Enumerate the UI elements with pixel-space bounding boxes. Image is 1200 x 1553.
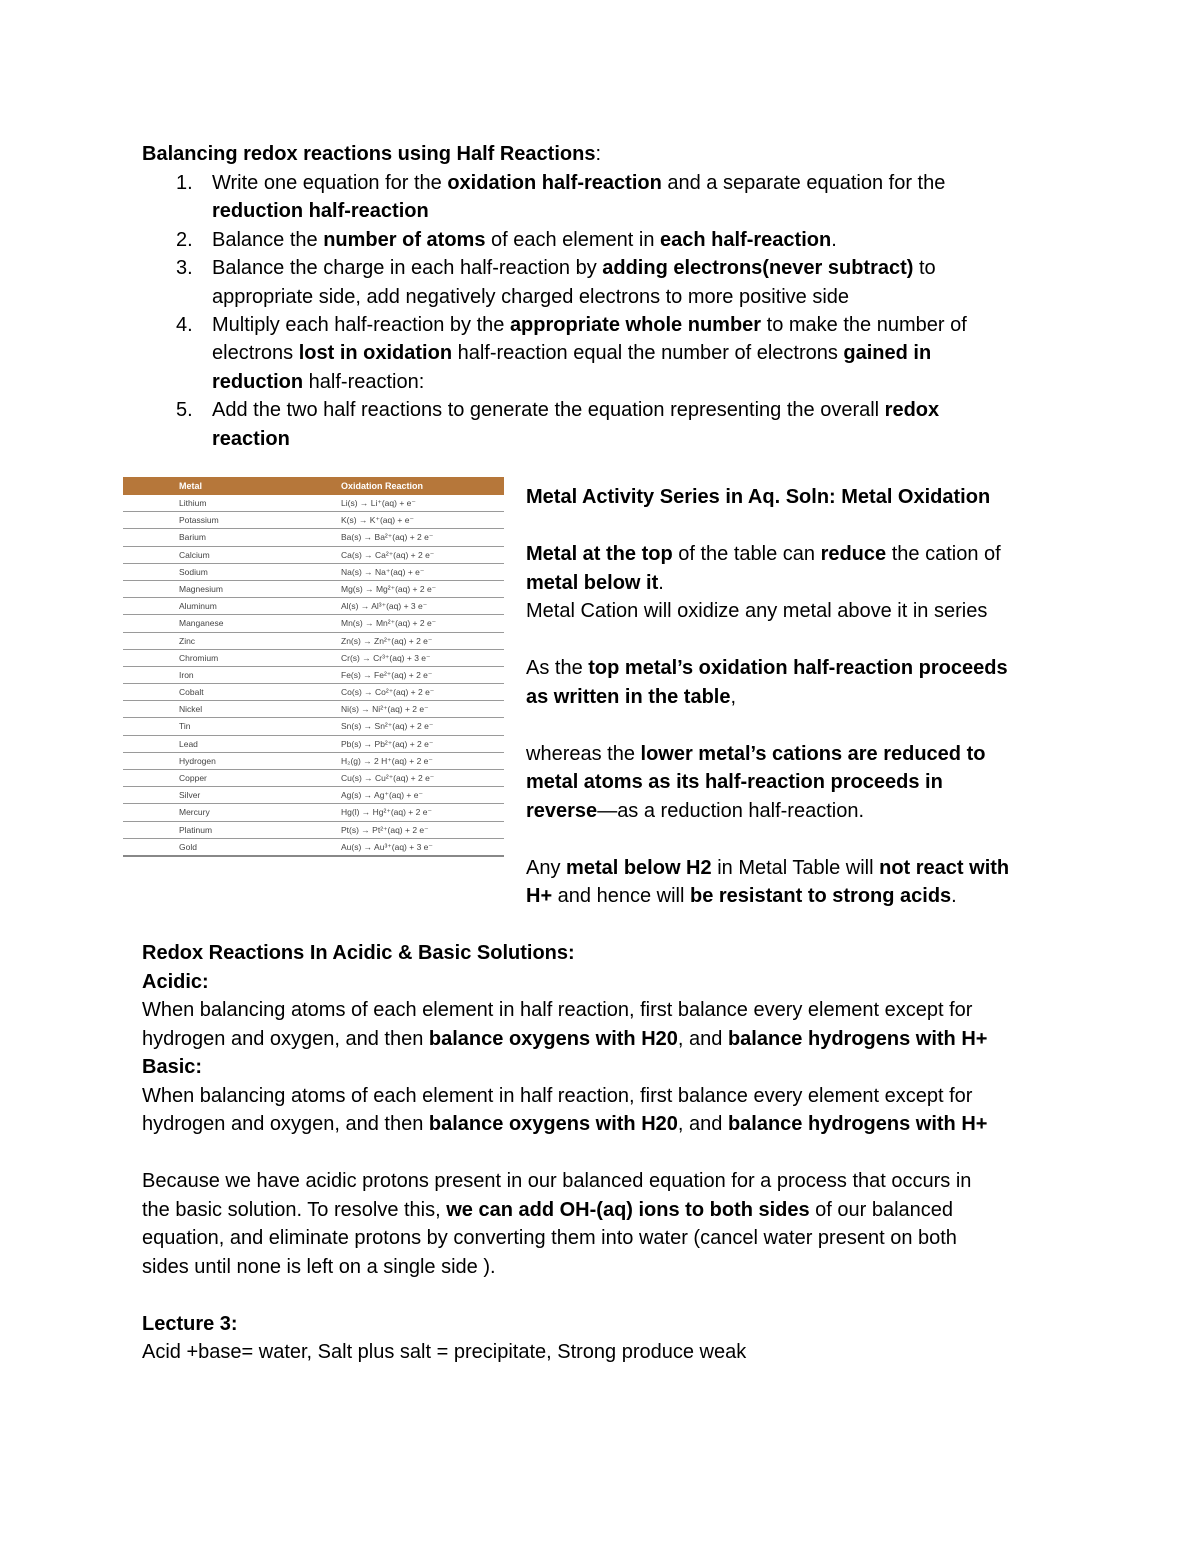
text-run: When balancing atoms of each element in half reaction, first balance every element except for	[142, 999, 973, 1021]
metal-activity-table	[123, 477, 504, 857]
oxidation-reaction-cell: Ag(s) → Ag⁺(aq) + e⁻	[341, 790, 423, 801]
acidic-basic-section	[142, 939, 1082, 1367]
bold-text: top metal’s oxidation half-reaction proceeds	[588, 657, 1008, 679]
metal-name-cell: Mercury	[179, 807, 210, 818]
oxidation-reaction-cell: Au(s) → Au³⁺(aq) + 3 e⁻	[341, 841, 433, 852]
text-run: hydrogen and oxygen, and then	[142, 1027, 429, 1050]
bold-text: balance oxygens with H20	[428, 1113, 678, 1135]
text-line	[526, 711, 1066, 740]
text-run: the basic solution. To resolve this,	[142, 1198, 447, 1221]
text-line	[142, 1281, 1082, 1310]
text-run: whereas the	[526, 742, 641, 765]
table-row	[123, 839, 504, 857]
text-run: equation, and eliminate protons by converting them into water (cancel water present on both	[142, 1227, 957, 1249]
text-run: Multiply each half-reaction by the	[212, 314, 510, 337]
text-run: .	[658, 571, 664, 594]
text-line	[142, 1196, 1082, 1225]
oxidation-reaction-cell: Ba(s) → Ba²⁺(aq) + 2 e⁻	[341, 532, 434, 543]
table-row	[123, 667, 504, 684]
text-line	[526, 683, 1066, 712]
bold-text: reduction	[212, 370, 304, 393]
bold-text: each half-reaction	[660, 228, 832, 251]
text-run: When balancing atoms of each element in half reaction, first balance every element except for	[142, 1084, 973, 1107]
text-line	[142, 1053, 1082, 1082]
text-run: and hence will	[552, 885, 690, 907]
table-row	[123, 564, 504, 581]
oxidation-reaction-cell: Fe(s) → Fe²⁺(aq) + 2 e⁻	[341, 669, 433, 680]
bold-text: we can add OH-(aq) ions to both sides	[446, 1198, 810, 1221]
table-row	[123, 770, 504, 787]
metal-name-cell: Potassium	[179, 515, 219, 526]
text-run: hydrogen and oxygen, and then	[142, 1113, 429, 1135]
text-run: and a separate equation for the	[661, 172, 946, 194]
oxidation-reaction-cell: Co(s) → Co²⁺(aq) + 2 e⁻	[341, 687, 435, 698]
text-run: Balance the	[212, 228, 324, 251]
bold-text: adding electrons(never subtract)	[602, 257, 914, 280]
step-line	[212, 425, 1042, 453]
step-item	[142, 254, 1042, 311]
metal-name-cell: Zinc	[179, 635, 196, 646]
oxidation-reaction-cell: Sn(s) → Sn²⁺(aq) + 2 e⁻	[341, 721, 434, 732]
step-item	[142, 311, 1042, 396]
oxidation-reaction-cell: Hg(l) → Hg²⁺(aq) + 2 e⁻	[341, 807, 432, 818]
bold-text: reduction half-reaction	[212, 200, 429, 223]
bold-text: as written in the table	[526, 685, 731, 708]
bold-text: Basic:	[142, 1056, 203, 1078]
activity-series-notes	[526, 483, 1066, 911]
metal-name-cell: Aluminum	[179, 601, 217, 612]
text-run: .	[951, 885, 957, 907]
metal-name-cell: Lead	[179, 738, 198, 749]
step-line	[212, 396, 1042, 424]
bold-text: not react with	[879, 856, 1010, 879]
text-line	[142, 1310, 1082, 1339]
oxidation-reaction-cell: Mg(s) → Mg²⁺(aq) + 2 e⁻	[341, 583, 437, 594]
step-number: 3.	[176, 257, 193, 280]
bold-text: balance oxygens with H20	[428, 1027, 678, 1050]
bold-text: Metal at the top	[526, 543, 673, 565]
text-run: to	[913, 257, 936, 280]
bold-text: lower metal’s cations are reduced to	[640, 742, 986, 765]
bold-text: Metal Activity Series in Aq. Soln: Metal Oxidation	[526, 486, 991, 508]
table-row	[123, 495, 504, 512]
text-line	[142, 939, 1082, 968]
metal-name-cell: Hydrogen	[179, 755, 216, 766]
step-number: 4.	[176, 314, 193, 337]
oxidation-reaction-cell: H₂(g) → 2 H⁺(aq) + 2 e⁻	[341, 755, 433, 766]
table-row	[123, 787, 504, 804]
table-body	[123, 495, 504, 857]
text-run: to make the number of	[761, 314, 967, 337]
text-line	[142, 1338, 1082, 1367]
text-run: the cation of	[886, 543, 1001, 565]
step-line	[212, 169, 1042, 197]
text-run: Write one equation for the	[212, 172, 448, 194]
metal-name-cell: Copper	[179, 773, 207, 783]
text-run: Add the two half reactions to generate the equation representing the overall	[212, 399, 885, 422]
column-header-metal: Metal	[179, 481, 203, 491]
metal-name-cell: Tin	[179, 721, 191, 732]
table-row	[123, 512, 504, 529]
table-row	[123, 598, 504, 615]
bold-text: appropriate whole number	[509, 314, 762, 337]
step-item	[142, 169, 1042, 226]
text-line	[142, 1139, 1082, 1168]
oxidation-reaction-cell: Cr(s) → Cr³⁺(aq) + 3 e⁻	[341, 652, 431, 663]
oxidation-reaction-cell: K(s) → K⁺(aq) + e⁻	[341, 515, 414, 526]
step-number: 5.	[176, 399, 193, 422]
metal-name-cell: Iron	[179, 669, 194, 680]
text-line	[526, 654, 1066, 683]
text-run: in Metal Table will	[711, 856, 880, 879]
column-header-oxidation: Oxidation Reaction	[341, 481, 424, 491]
oxidation-reaction-cell: Pt(s) → Pt²⁺(aq) + 2 e⁻	[341, 824, 429, 835]
section-heading-half-reactions: Balancing redox reactions using Half Reactions:	[142, 143, 602, 165]
table-row	[123, 547, 504, 564]
metal-name-cell: Calcium	[179, 549, 210, 560]
bold-text: metal below it	[526, 571, 659, 594]
bold-text: H+	[526, 885, 553, 907]
step-item	[142, 396, 1042, 453]
text-line	[142, 968, 1082, 997]
table-row	[123, 701, 504, 718]
text-line	[526, 540, 1066, 569]
bold-text: metal below H2	[566, 856, 712, 879]
step-line	[212, 254, 1042, 282]
text-line	[526, 797, 1066, 826]
table-row	[123, 650, 504, 667]
bold-text: lost in oxidation	[298, 342, 453, 365]
metal-name-cell: Barium	[179, 532, 206, 543]
text-line	[142, 1025, 1082, 1054]
bold-text: gained in	[843, 342, 932, 365]
text-line	[526, 512, 1066, 541]
text-line	[526, 768, 1066, 797]
text-line	[142, 1253, 1082, 1282]
text-run: Balance the charge in each half-reaction by	[212, 257, 603, 280]
text-line	[142, 1082, 1082, 1111]
metal-name-cell: Lithium	[179, 498, 207, 508]
text-run: appropriate side, add negatively charged electrons to more positive side	[212, 285, 850, 308]
text-line	[526, 569, 1066, 598]
text-run: half-reaction equal the number of electrons	[452, 342, 844, 365]
text-line	[526, 626, 1066, 655]
oxidation-reaction-cell: Al(s) → Al³⁺(aq) + 3 e⁻	[341, 601, 428, 612]
oxidation-reaction-cell: Ni(s) → Ni²⁺(aq) + 2 e⁻	[341, 704, 429, 715]
text-run: of the table can	[672, 543, 821, 565]
bold-text: balance hydrogens with H+	[727, 1113, 988, 1135]
text-line	[526, 882, 1066, 911]
step-line	[212, 311, 1042, 339]
table-row	[123, 529, 504, 546]
bold-text: be resistant to strong acids	[690, 885, 952, 907]
table-row	[123, 736, 504, 753]
oxidation-reaction-cell: Cu(s) → Cu²⁺(aq) + 2 e⁻	[341, 773, 435, 783]
text-run: half-reaction:	[303, 370, 425, 393]
bold-text: metal atoms as its half-reaction proceeds in	[526, 771, 943, 793]
text-run: .	[831, 228, 837, 251]
step-number: 1.	[176, 172, 193, 194]
text-run: of each element in	[485, 228, 661, 251]
step-number: 2.	[176, 228, 193, 251]
steps-list	[142, 169, 1042, 453]
oxidation-reaction-cell: Na(s) → Na⁺(aq) + e⁻	[341, 566, 425, 577]
bold-text: oxidation half-reaction	[447, 172, 662, 194]
text-line	[526, 483, 1066, 512]
table-row	[123, 684, 504, 701]
text-run: sides until none is left on a single side ).	[142, 1255, 496, 1278]
table-row	[123, 581, 504, 598]
text-run: Because we have acidic protons present in our balanced equation for a process that occurs in	[142, 1170, 972, 1192]
table-row	[123, 633, 504, 650]
text-line	[526, 740, 1066, 769]
bold-text: balance hydrogens with H+	[727, 1027, 988, 1050]
table-row	[123, 822, 504, 839]
text-run: As the	[526, 657, 589, 679]
bold-text: reduce	[820, 543, 887, 565]
text-run: , and	[677, 1027, 728, 1050]
text-run: ,	[730, 685, 737, 708]
table-row	[123, 753, 504, 770]
step-line	[212, 339, 1042, 367]
metal-name-cell: Cobalt	[179, 687, 204, 698]
bold-text: Lecture 3:	[142, 1312, 238, 1335]
text-run: Any	[526, 856, 567, 879]
bold-text: reverse	[526, 799, 598, 822]
metal-name-cell: Platinum	[179, 824, 213, 835]
step-item	[142, 226, 1042, 254]
table-row	[123, 718, 504, 735]
text-line	[142, 1167, 1082, 1196]
metal-name-cell: Manganese	[179, 618, 224, 629]
step-line	[212, 197, 1042, 225]
metal-name-cell: Chromium	[179, 652, 219, 663]
oxidation-reaction-cell: Li(s) → Li⁺(aq) + e⁻	[341, 498, 416, 508]
step-line	[212, 226, 1042, 254]
metal-name-cell: Silver	[179, 790, 201, 801]
text-line	[526, 825, 1066, 854]
oxidation-reaction-cell: Mn(s) → Mn²⁺(aq) + 2 e⁻	[341, 618, 437, 629]
bold-text: number of atoms	[323, 228, 486, 251]
step-line	[212, 368, 1042, 396]
table-row	[123, 615, 504, 632]
text-run: of our balanced	[809, 1198, 954, 1221]
text-run: Metal Cation will oxidize any metal above it in series	[526, 600, 988, 622]
table-row	[123, 804, 504, 821]
text-run: —as a reduction half-reaction.	[597, 799, 864, 822]
oxidation-reaction-cell: Zn(s) → Zn²⁺(aq) + 2 e⁻	[341, 635, 433, 646]
metal-name-cell: Nickel	[179, 704, 203, 715]
step-line	[212, 283, 1042, 311]
text-line	[526, 597, 1066, 626]
text-line	[142, 1224, 1082, 1253]
text-run: electrons	[212, 342, 299, 365]
oxidation-reaction-cell: Ca(s) → Ca²⁺(aq) + 2 e⁻	[341, 549, 435, 560]
metal-name-cell: Sodium	[179, 566, 208, 577]
table-header	[123, 477, 504, 495]
bold-text: reaction	[212, 427, 290, 450]
text-run: , and	[677, 1113, 728, 1135]
metal-name-cell: Magnesium	[179, 583, 223, 594]
text-line	[142, 996, 1082, 1025]
text-run: Acid +base= water, Salt plus salt = precipitate, Strong produce weak	[142, 1341, 747, 1363]
bold-text: Acidic:	[142, 970, 209, 993]
bold-text: redox	[884, 399, 940, 422]
text-line	[142, 1110, 1082, 1139]
text-line	[526, 854, 1066, 883]
bold-text: Redox Reactions In Acidic & Basic Solutions:	[142, 942, 575, 964]
oxidation-reaction-cell: Pb(s) → Pb²⁺(aq) + 2 e⁻	[341, 738, 434, 749]
metal-name-cell: Gold	[179, 841, 197, 852]
